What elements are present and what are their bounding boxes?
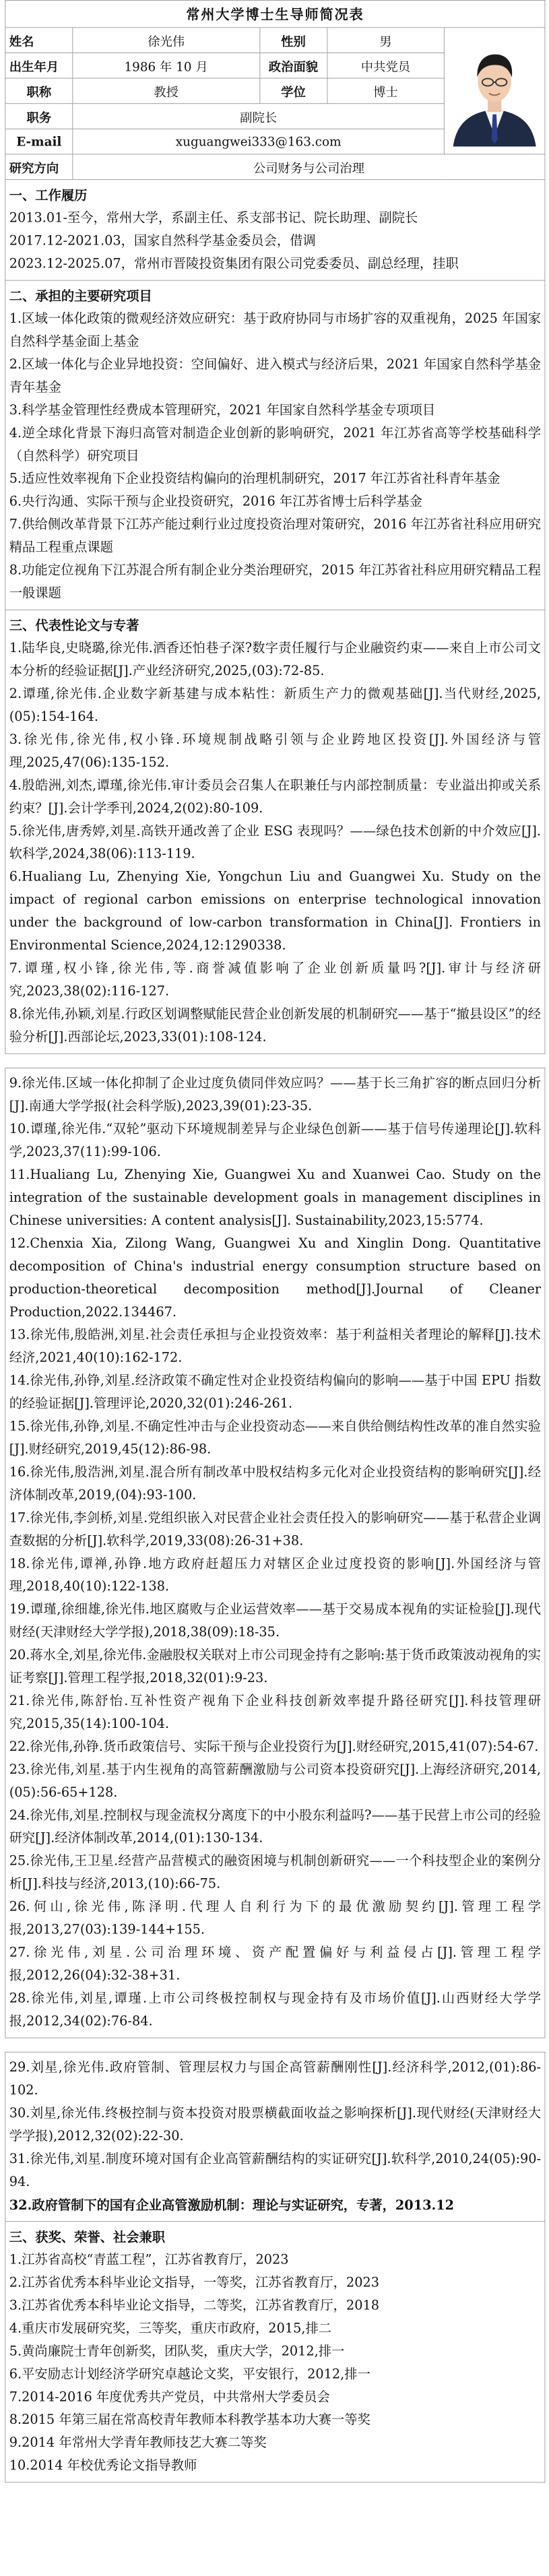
paper-item: 19.谭瑾,徐细雄,徐光伟.地区腐败与企业运营效率——基于交易成本视角的实证检验[J].现代财经(天津财经大学学报),2018,38(09):18-35. (9, 1601, 542, 1640)
portrait-photo (444, 28, 545, 154)
page-break (5, 2038, 545, 2052)
list-item: 7.2014-2016 年度优秀共产党员，中共常州大学委员会 (9, 2389, 330, 2404)
research-value: 公司财务与公司治理 (73, 154, 545, 180)
degree-value: 博士 (327, 78, 444, 104)
list-item: 10.2014 年校优秀论文指导教师 (9, 2457, 197, 2473)
paper-item: 3.徐光伟,徐光伟,权小锋.环境规制战略引领与企业跨地区投资[J].外国经济与管理,2025,47(06):135-152. (9, 732, 542, 770)
list-item: 5.黄尚廉院士青年创新奖，团队奖，重庆大学，2012,排一 (9, 2343, 345, 2358)
paper-item: 16.徐光伟,殷浩洲,刘星.混合所有制改革中股权结构多元化对企业投资结构的影响研究[J].经济体制改革,2019,(04):93-100. (9, 1464, 542, 1502)
paper-item: 8.徐光伟,孙颖,刘星.行政区划调整赋能民营企业创新发展的机制研究——基于“撤县设区”的经验分析[J].西部论坛,2023,33(01):108-124. (9, 1006, 542, 1044)
paper-item: 27.徐光伟,刘星.公司治理环境、资产配置偏好与利益侵占[J].管理工程学报,2012,26(04):32-38+31. (9, 1945, 542, 1983)
list-item: 8.2015 年第三届在常高校青年教师本科教学基本功大赛一等奖 (9, 2412, 370, 2427)
list-item: 1.区域一体化政策的微观经济效应研究：基于政府协同与市场扩容的双重视角，2025 年国家自然科学基金面上基金 (9, 311, 542, 349)
section-heading: 三、获奖、荣誉、社会兼职 (9, 2229, 166, 2245)
paper-item: 14.徐光伟,孙铮,刘星.经济政策不确定性对企业投资结构偏向的影响——基于中国 EPU 指数的经验证据[J].管理评论,2020,32(01):246-261. (9, 1373, 542, 1411)
document-title: 常州大学博士生导师简况表 (5, 0, 545, 27)
section-heading: 二、承担的主要研究项目 (9, 288, 152, 304)
paper-item: 30.刘星,徐光伟.终极控制与资本投资对股票横截面收益之影响探析[J].现代财经(天津财经大学学报),2012,32(02):22-30. (9, 2105, 542, 2144)
list-item: 2.区域一体化与企业异地投资：空间偏好、进入模式与经济后果，2021 年国家自然科学基金青年基金 (9, 356, 542, 395)
profile-table (5, 27, 545, 180)
list-item: 1.江苏省高校“青蓝工程”，江苏省教育厅，2023 (9, 2252, 289, 2267)
paper-item: 15.徐光伟,孙铮,刘星.不确定性冲击与企业投资动态——来自供给侧结构性改革的准自然实验[J].财经研究,2019,45(12):86-98. (9, 1419, 542, 1457)
gender-label: 性别 (259, 28, 327, 53)
paper-item: 13.徐光伟,殷皓洲,刘星.社会责任承担与企业投资效率：基于利益相关者理论的解释[J].技术经济,2021,40(10):162-172. (9, 1327, 542, 1365)
email-value[interactable]: xuguangwei333@163.com (73, 129, 445, 154)
title-value: 教授 (73, 78, 260, 104)
paper-item: 31.徐光伟,刘星.制度环境对国有企业高管薪酬结构的实证研究[J].软科学,2010,24(05):90-94. (9, 2151, 542, 2189)
paper-item: 7.谭瑾,权小锋,徐光伟,等.商誉减值影响了企业创新质量吗?[J].审计与经济研究,2023,38(02):116-127. (9, 961, 542, 999)
paper-item: 23.徐光伟,刘星.基于内生视角的高管薪酬激励与公司资本投资研究[J].上海经济研究,2014,(05):56-65+128. (9, 1762, 542, 1800)
paper-item: 32.政府管制下的国有企业高管激励机制：理论与实证研究，专著，2013.12 (9, 2197, 455, 2213)
paper-item: 2.谭瑾,徐光伟.企业数字新基建与成本粘性：新质生产力的微观基础[J].当代财经,2025,(05):154-164. (9, 686, 542, 724)
list-item: 8.功能定位视角下江苏混合所有制企业分类治理研究，2015 年江苏省社科应用研究精品工程一般课题 (9, 562, 542, 601)
paper-item: 10.谭瑾,徐光伟.“双轮”驱动下环境规制差异与企业绿色创新——基于信号传递理论[J].软科学,2023,37(11):99-106. (9, 1121, 542, 1159)
name-label: 姓名 (5, 28, 73, 53)
paper-item: 4.殷皓洲,刘杰,谭瑾,徐光伟.审计委员会召集人在职兼任与内部控制质量：专业溢出抑或关系约束？[J].会计学季刊,2024,2(02):80-109. (9, 777, 542, 816)
list-item: 3.科学基金管理性经费成本管理研究，2021 年国家自然科学基金专项项目 (9, 402, 436, 418)
list-item: 2023.12-2025.07，常州市晋陵投资集团有限公司党委委员、副总经理，挂职 (9, 255, 459, 271)
page-break (5, 1054, 545, 1068)
paper-item: 17.徐光伟,李剑桥,刘星.党组织嵌入对民营企业社会责任投入的影响研究——基于私营企业调查数据的分析[J].软科学,2019,33(08):26-31+38. (9, 1510, 542, 1548)
paper-item: 25.徐光伟,王卫星.经营产品营模式的融资困境与机制创新研究——一个科技型企业的案例分析[J].科技与经济,2013,(10):66-75. (9, 1853, 542, 1892)
list-item: 4.重庆市发展研究奖，三等奖，重庆市政府，2015,排二 (9, 2320, 332, 2336)
degree-label: 学位 (259, 78, 327, 104)
work-history-section (5, 180, 545, 281)
birth-label: 出生年月 (5, 53, 73, 78)
list-item: 3.江苏省优秀本科毕业论文指导，二等奖，江苏省教育厅，2018 (9, 2298, 379, 2313)
list-item: 2013.01-至今，常州大学，系副主任、系支部书记、院长助理、副院长 (9, 210, 418, 226)
title-label: 职称 (5, 78, 73, 104)
section-heading: 一、工作履历 (9, 187, 88, 203)
duty-label: 职务 (5, 104, 73, 129)
name-value: 徐光伟 (73, 28, 260, 53)
paper-item: 9.徐光伟.区域一体化抑制了企业过度负债同伴效应吗？——基于长三角扩容的断点回归分析[J].南通大学学报(社会科学版),2023,39(01):23-35. (9, 1075, 542, 1114)
paper-item: 11.Hualiang Lu, Zhenying Xie, Guangwei Xu and Xuanwei Cao. Study on the integration of the sustainable development goals in management disciplines in Chinese universities: A content analysis[J]. Sustainability,2023,15:5774. (9, 1167, 542, 1228)
paper-item: 28.徐光伟,刘星,谭瑾.上市公司终极控制权与现金持有及市场价值[J].山西财经大学学报,2012,34(02):76-84. (9, 1990, 542, 2028)
duty-value: 副院长 (73, 104, 445, 129)
paper-item: 6.Hualiang Lu, Zhenying Xie, Yongchun Liu and Guangwei Xu. Study on the impact of regional carbon emissions on enterprise technological innovation under the background of low-carbon transformation in China[J]. Frontiers in Environmental Science,2024,12:1290338. (9, 869, 542, 953)
section-heading: 三、代表性论文与专著 (9, 617, 139, 633)
papers-section-continued (5, 1068, 545, 2038)
projects-section (5, 281, 545, 610)
paper-item: 26.何山,徐光伟,陈泽明.代理人自利行为下的最优激励契约[J].管理工程学报,2013,27(03):139-144+155. (9, 1899, 542, 1937)
portrait-icon (448, 32, 541, 146)
political-value: 中共党员 (327, 53, 444, 78)
list-item: 6.平安励志计划经济学研究卓越论文奖，平安银行，2012,排一 (9, 2366, 370, 2381)
gender-value: 男 (327, 28, 444, 53)
awards-section (5, 2222, 545, 2482)
list-item: 2.江苏省优秀本科毕业论文指导，一等奖，江苏省教育厅，2023 (9, 2275, 379, 2290)
list-item: 2017.12-2021.03，国家自然科学基金委员会，借调 (9, 232, 316, 248)
birth-value: 1986 年 10 月 (73, 53, 260, 78)
list-item: 7.供给侧改革背景下江苏产能过剩行业过度投资治理对策研究，2016 年江苏省社科应用研究精品工程重点课题 (9, 517, 542, 555)
list-item: 4.逆全球化背景下海归高管对制造企业创新的影响研究，2021 年江苏省高等学校基础科学（自然科学）研究项目 (9, 425, 542, 463)
political-label: 政治面貌 (259, 53, 327, 78)
list-item: 5.适应性效率视角下企业投资结构偏向的治理机制研究，2017 年江苏省社科青年基金 (9, 471, 500, 486)
paper-item: 29.刘星,徐光伟.政府管制、管理层权力与国企高管薪酬刚性[J].经济科学,2012,(01):86-102. (9, 2059, 542, 2098)
research-label: 研究方向 (5, 154, 73, 180)
list-item: 9.2014 年常州大学青年教师技艺大赛二等奖 (9, 2435, 267, 2450)
paper-item: 12.Chenxia Xia, Zilong Wang, Guangwei Xu and Xinglin Dong. Quantitative decomposition of China's industrial energy consumption structure based on production-theoretical decomposition method[J].Journal of Cleaner Production,2022.134467. (9, 1235, 542, 1320)
papers-section (5, 610, 545, 1054)
paper-item: 1.陆华良,史晓璐,徐光伟.洒香还怕巷子深?数字责任履行与企业融资约束——来自上市公司文本分析的经验证据[J].产业经济研究,2025,(03):72-85. (9, 640, 542, 678)
list-item: 6.央行沟通、实际干预与企业投资研究，2016 年江苏省博士后科学基金 (9, 494, 422, 509)
paper-item: 21.徐光伟,陈舒怡.互补性资产视角下企业科技创新效率提升路径研究[J].科技管理研究,2015,35(14):100-104. (9, 1693, 542, 1731)
paper-item: 18.徐光伟,谭禅,孙铮.地方政府赶超压力对辖区企业过度投资的影响[J].外国经济与管理,2018,40(10):122-138. (9, 1555, 542, 1594)
paper-item: 24.徐光伟,刘星.控制权与现金流权分离度下的中小股东利益吗?——基于民营上市公司的经验研究[J].经济体制改革,2014,(01):130-134. (9, 1807, 542, 1846)
email-label: E-mail (5, 129, 73, 154)
paper-item: 22.徐光伟,孙铮.货币政策信号、实际干预与企业投资行为[J].财经研究,2015,41(07):54-67. (9, 1739, 539, 1754)
paper-item: 5.徐光伟,唐秀婷,刘星.高铁开通改善了企业 ESG 表现吗？——绿色技术创新的中介效应[J].软科学,2024,38(06):113-119. (9, 823, 542, 862)
papers-section-continued (5, 2052, 545, 2222)
paper-item: 20.蒋水全,刘星,徐光伟.金融股权关联对上市公司现金持有之影响:基于货币政策波动视角的实证考察[J].管理工程学报,2018,32(01):9-23. (9, 1647, 542, 1685)
